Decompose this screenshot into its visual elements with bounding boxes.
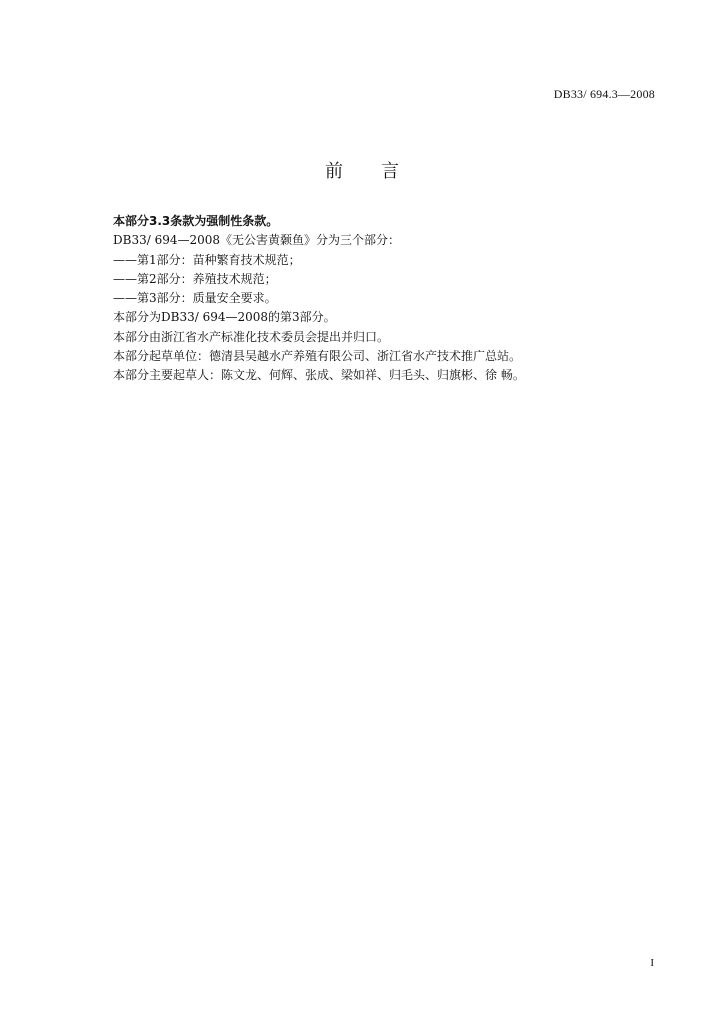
foreword-body [113, 212, 673, 386]
page-title-char-2: 言 [381, 161, 399, 182]
page-title-char-1: 前 [325, 161, 343, 182]
page-number: I [650, 957, 654, 969]
proposer-line: 本部分由浙江省水产标准化技术委员会提出并归口。 [113, 329, 390, 344]
this-part-line: 本部分为DB33/ 694—2008的第3部分。 [113, 310, 336, 325]
drafters-line: 本部分主要起草人：陈文龙、何辉、张成、梁如祥、归毛头、归旗彬、徐 畅。 [113, 368, 525, 383]
part-1-line: ——第1部分：苗种繁育技术规范； [113, 252, 301, 267]
drafting-units-line: 本部分起草单位：德清县吴越水产养殖有限公司、浙江省水产技术推广总站。 [113, 349, 522, 364]
standard-code: DB33/ 694.3—2008 [553, 87, 655, 101]
part-2-line: ——第2部分：养殖技术规范； [113, 271, 277, 286]
page-title [0, 157, 724, 183]
parts-intro-line: DB33/ 694—2008《无公害黄颡鱼》分为三个部分： [113, 233, 401, 248]
mandatory-clause-line: 本部分3.3条款为强制性条款。 [113, 214, 279, 228]
part-3-line: ——第3部分：质量安全要求。 [113, 291, 277, 306]
